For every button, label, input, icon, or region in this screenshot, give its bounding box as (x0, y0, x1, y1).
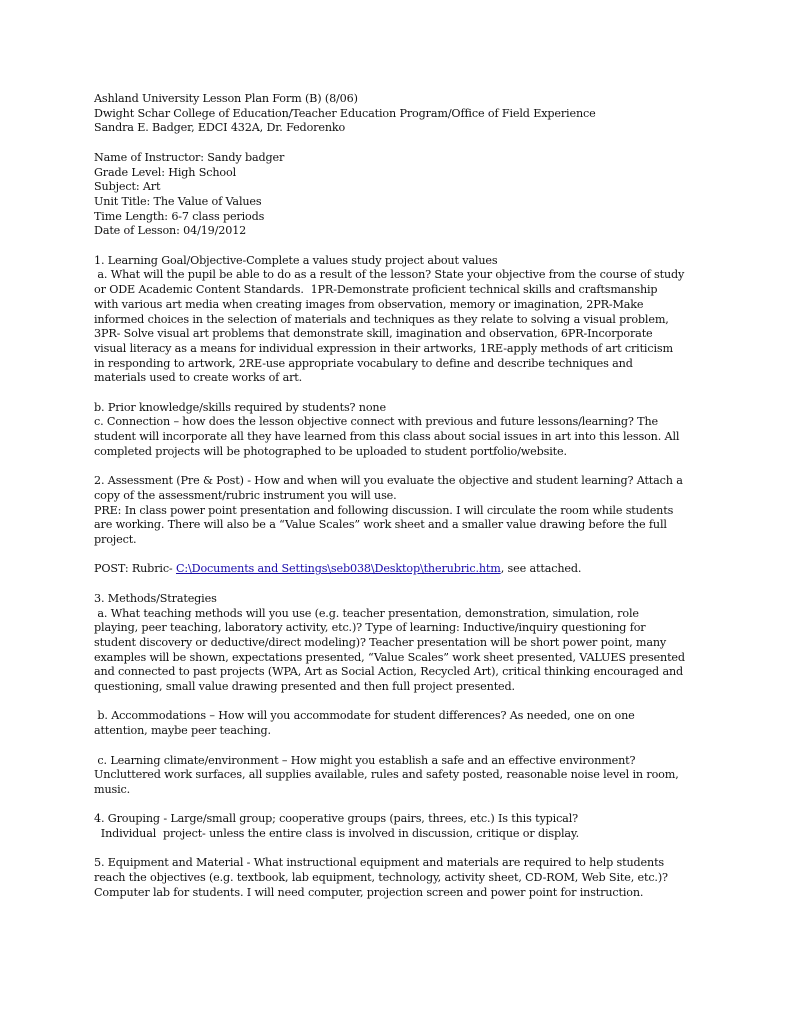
unit-title: Unit Title: The Value of Values (94, 194, 262, 208)
spacer (94, 739, 704, 754)
paragraph-line: questioning, small value drawing presented and then full project presented. (94, 680, 515, 694)
section-assessment (94, 474, 704, 577)
lesson-date: Date of Lesson: 04/19/2012 (94, 224, 247, 238)
paragraph-line: b. Accommodations – How will you accommodate for student differences? As needed, one on one (94, 709, 635, 723)
paragraph-line: and connected to past projects (WPA, Art as Social Action, Recycled Art), critical thinking encouraged and (94, 665, 684, 679)
section-methods (94, 592, 704, 798)
grade-level: Grade Level: High School (94, 165, 237, 179)
lesson-plan-document (94, 92, 704, 901)
paragraph-line: are working. There will also be a “Value Scales” work sheet and a smaller value drawing before the full (94, 518, 667, 532)
paragraph-line: 1. Learning Goal/Objective-Complete a values study project about values (94, 253, 498, 267)
paragraph-line: Uncluttered work surfaces, all supplies available, rules and safety posted, reasonable noise level in room, (94, 768, 679, 782)
post-suffix: , see attached. (500, 562, 582, 576)
paragraph-line: playing, peer teaching, laboratory activity, etc.)? Type of learning: Inductive/inquiry questioning for (94, 621, 646, 635)
header-college: Dwight Schar College of Education/Teacher Education Program/Office of Field Experience (94, 106, 596, 120)
paragraph-line: 2. Assessment (Pre & Post) - How and when will you evaluate the objective and student learning? Attach a (94, 474, 683, 488)
section-grouping (94, 812, 704, 841)
paragraph-line: c. Learning climate/environment – How might you establish a safe and an effective environment? (94, 753, 636, 767)
spacer (94, 577, 704, 592)
header-author: Sandra E. Badger, EDCI 432A, Dr. Fedorenko (94, 121, 346, 135)
spacer (94, 548, 704, 563)
header-form-title: Ashland University Lesson Plan Form (B) (8/06) (94, 92, 358, 105)
rubric-link[interactable]: C:\Documents and Settings\seb038\Desktop\therubric.htm (175, 562, 501, 576)
paragraph-line: in responding to artwork, 2RE-use appropriate vocabulary to define and describe techniques and (94, 356, 633, 370)
paragraph-line: or ODE Academic Content Standards. 1PR-Demonstrate proficient technical skills and craftsmanship (94, 283, 658, 297)
paragraph-line: a. What teaching methods will you use (e.g. teacher presentation, demonstration, simulation, role (94, 606, 639, 620)
paragraph-line: informed choices in the selection of materials and techniques as they relate to solving a visual problem, (94, 312, 669, 326)
paragraph-line: copy of the assessment/rubric instrument you will use. (94, 488, 397, 502)
spacer (94, 798, 704, 813)
paragraph-line: a. What will the pupil be able to do as a result of the lesson? State your objective from the course of study (94, 268, 685, 282)
paragraph-line: examples will be shown, expectations presented, “Value Scales” work sheet presented, VALUES presented (94, 650, 685, 664)
post-prefix: POST: Rubric- (94, 562, 176, 576)
paragraph-line: reach the objectives (e.g. textbook, lab equipment, technology, activity sheet, CD-ROM, Web Site, etc.)? (94, 871, 668, 885)
paragraph-line: 5. Equipment and Material - What instructional equipment and materials are required to help students (94, 856, 665, 870)
post-assessment (94, 562, 704, 577)
section-title: 3. Methods/Strategies (94, 591, 217, 605)
paragraph-line: c. Connection – how does the lesson objective connect with previous and future lessons/learning? The (94, 415, 658, 429)
paragraph-line: student discovery or deductive/direct modeling)? Teacher presentation will be short power point, many (94, 635, 667, 649)
paragraph-line: completed projects will be photographed to be uploaded to student portfolio/website. (94, 444, 567, 458)
paragraph-line: 4. Grouping - Large/small group; cooperative groups (pairs, threes, etc.) Is this typical? (94, 812, 578, 826)
paragraph-line: project. (94, 533, 137, 547)
paragraph-line: visual literacy as a means for individual expression in their artworks, 1RE-apply methods of art criticism (94, 341, 673, 355)
spacer (94, 460, 704, 475)
paragraph-line: Individual project- unless the entire class is involved in discussion, critique or display. (94, 827, 580, 841)
subject: Subject: Art (94, 180, 161, 194)
paragraph-line: attention, maybe peer teaching. (94, 724, 271, 738)
instructor-name: Name of Instructor: Sandy badger (94, 150, 285, 164)
spacer (94, 136, 704, 151)
document-header (94, 92, 704, 136)
paragraph-line: materials used to create works of art. (94, 371, 303, 385)
paragraph-line: student will incorporate all they have learned from this class about social issues in art into this lesson. All (94, 430, 680, 444)
paragraph-line: music. (94, 782, 131, 796)
time-length: Time Length: 6-7 class periods (94, 209, 265, 223)
prior-knowledge: b. Prior knowledge/skills required by students? none (94, 400, 386, 414)
spacer (94, 695, 704, 710)
spacer (94, 842, 704, 857)
lesson-info (94, 151, 704, 239)
paragraph-line: 3PR- Solve visual art problems that demonstrate skill, imagination and observation, 6PR-Incorporate (94, 327, 653, 341)
paragraph-line: PRE: In class power point presentation and following discussion. I will circulate the room while students (94, 503, 674, 517)
section-learning-goal (94, 254, 704, 460)
paragraph-line: Computer lab for students. I will need computer, projection screen and power point for instruction. (94, 885, 644, 899)
spacer (94, 386, 704, 401)
paragraph-line: with various art media when creating images from observation, memory or imagination, 2PR-Make (94, 297, 644, 311)
section-equipment (94, 856, 704, 900)
spacer (94, 239, 704, 254)
